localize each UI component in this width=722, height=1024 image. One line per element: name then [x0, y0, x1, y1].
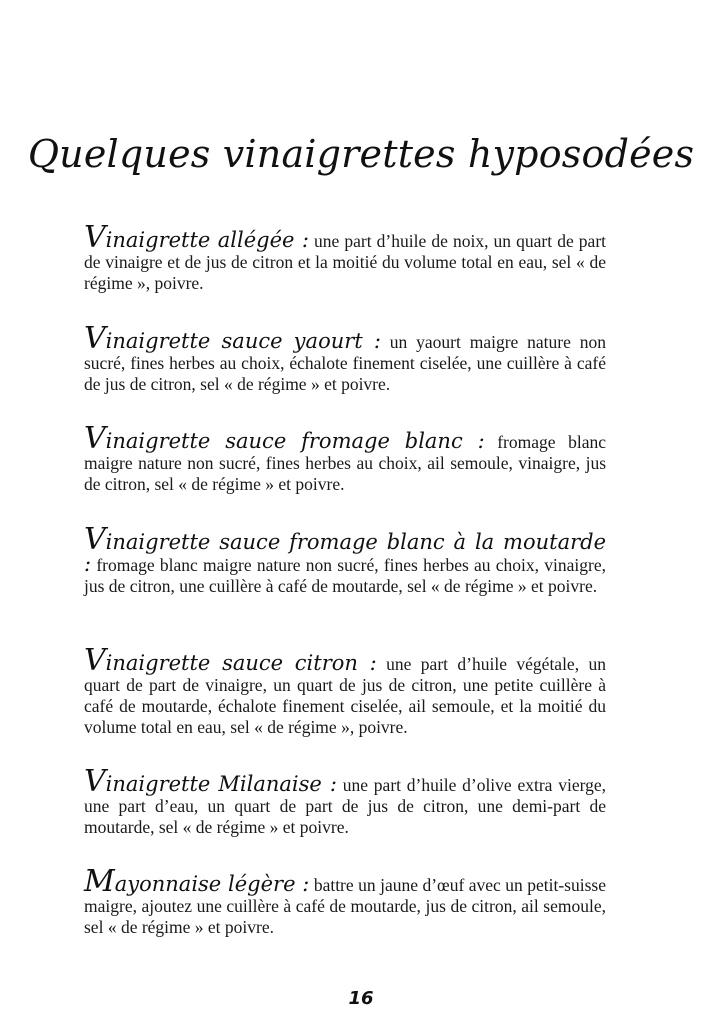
recipe-text: un yaourt maigre nature non sucré, fines herbes au choix, échalote finement ciselée, une cuillère à café de jus de citron, sel « de régime » et poivre.: [84, 332, 606, 394]
recipe-vinaigrette-fromage-blanc-moutarde: [84, 522, 606, 597]
recipe-text: une part d’huile végétale, un quart de part de vinaigre, un quart de jus de citron, une petite cuillère à café de moutarde, échalote finement ciselée, ail semoule, et la moitié du volume total en eau, sel « de régime », poivre.: [84, 654, 606, 737]
recipe-vinaigrette-sauce-fromage-blanc: [84, 421, 606, 495]
recipe-name-rest: inaigrette sauce yaourt :: [105, 329, 381, 353]
recipe-name-initial: V: [84, 321, 106, 356]
recipe-text: fromage blanc maigre nature non sucré, fines herbes au choix, vinaigre, jus de citron, une cuillère à café de moutarde, sel « de régime » et poivre.: [84, 555, 606, 596]
recipe-vinaigrette-allegee: [84, 220, 607, 294]
recipe-name-initial: V: [84, 421, 106, 456]
recipe-name: [84, 864, 310, 899]
recipe-name: [84, 643, 377, 678]
recipe-text: battre un jaune d’œuf avec un petit-suisse maigre, ajoutez une cuillère à café de moutarde, jus de citron, ail semoule, sel « de régime » et poivre.: [84, 875, 606, 937]
recipe-text: fromage blanc maigre nature non sucré, fines herbes au choix, ail semoule, vinaigre, jus de citron, sel « de régime » et poivre.: [84, 432, 606, 494]
recipe-vinaigrette-sauce-citron: [84, 643, 606, 738]
recipe-name-rest: inaigrette sauce citron :: [105, 651, 377, 675]
recipe-name: [84, 421, 485, 456]
recipe-name-initial: V: [84, 220, 106, 255]
recipe-name-rest: inaigrette sauce fromage blanc à la moutarde :: [84, 530, 606, 576]
recipe-name-rest: ayonnaise légère :: [114, 872, 310, 896]
recipe-text: une part d’huile d’olive extra vierge, une part d’eau, un quart de part de jus de citron, une demi-part de moutarde, sel « de régime » et poivre.: [84, 775, 606, 837]
page-number: 16: [348, 988, 374, 1009]
recipe-name-initial: M: [84, 864, 115, 899]
recipe-name-rest: inaigrette allégée :: [105, 228, 309, 252]
recipe-name: [84, 220, 309, 255]
recipe-name-rest: inaigrette sauce fromage blanc :: [105, 429, 485, 453]
recipe-name-rest: inaigrette Milanaise :: [105, 772, 337, 796]
recipe-mayonnaise-legere: [84, 864, 606, 938]
recipe-text: une part d’huile de noix, un quart de part de vinaigre et de jus de citron et la moitié du volume total en eau, sel « de régime », poivre.: [84, 231, 607, 293]
recipe-name-initial: V: [84, 522, 106, 557]
page-title: Quelques vinaigrettes hyposodées: [27, 132, 695, 176]
recipe-name: [84, 764, 337, 799]
recipe-vinaigrette-sauce-yaourt: [84, 321, 606, 395]
recipe-name-initial: V: [84, 764, 106, 799]
recipe-name: [84, 321, 381, 356]
recipe-vinaigrette-milanaise: [84, 764, 606, 838]
recipe-name-initial: V: [84, 643, 106, 678]
